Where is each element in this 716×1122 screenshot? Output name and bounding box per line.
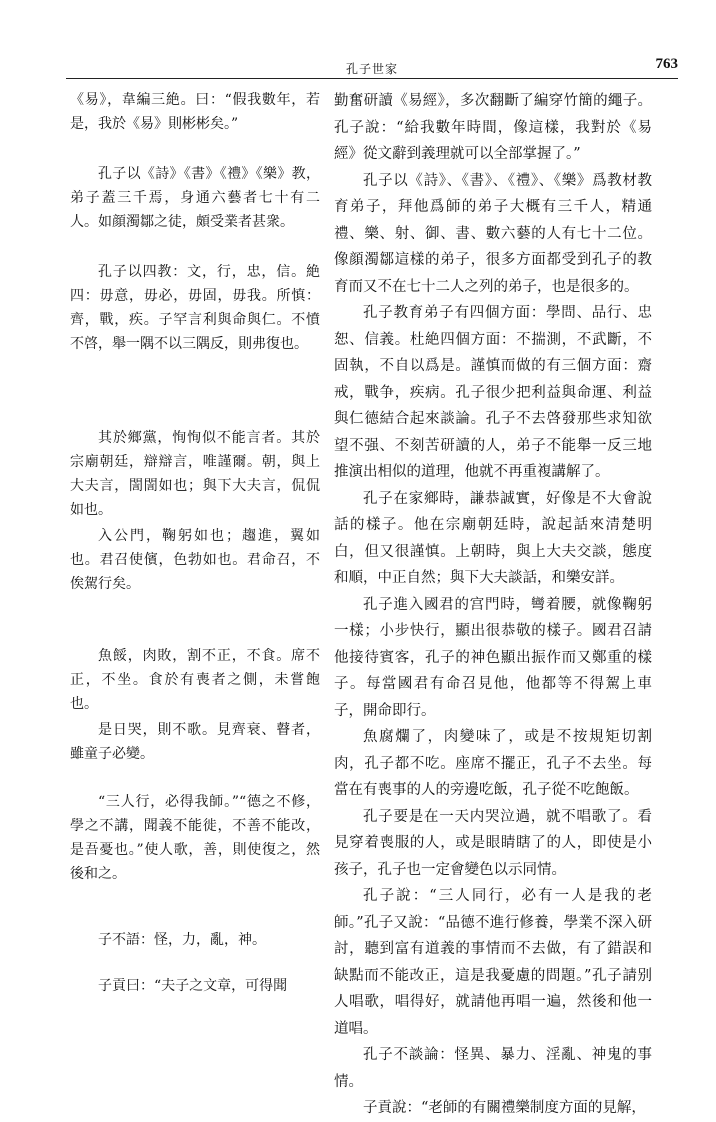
classical-paragraph: 魚餒，肉敗，割不正，不食。席不正，不坐。食於有喪者之側，未嘗飽也。 xyxy=(70,648,320,712)
classical-paragraph: 孔子以《詩》《書》《禮》《樂》教，弟子蓋三千焉，身通六藝者七十有二人。如顔濁鄒之徒，頗受業者甚衆。 xyxy=(70,166,320,230)
classical-paragraph: 子不語：怪，力，亂，神。 xyxy=(98,932,266,948)
classical-paragraph: 入公門，鞠躬如也；趨進，翼如也。君召使儐，色勃如也。君命召，不俟駕行矣。 xyxy=(70,528,320,592)
translation-paragraph: 孔子以《詩》、《書》、《禮》、《樂》爲教材教育弟子，拜他爲師的弟子大概有三千人，精通禮、樂、射、御、書、數六藝的人有七十二位。像顔濁鄒這樣的弟子，很多方面都受到孔子的教育而又不在七十二人之列的弟子，也是很多的。 xyxy=(334,172,652,295)
translation-column xyxy=(334,88,652,1122)
translation-paragraph: 孔子在家鄉時，謙恭誠實，好像是不大會說話的樣子。他在宗廟朝廷時，說起話來清楚明白，但又很謹慎。上朝時，與上大夫交談，態度和順，中正自然；與下大夫談話，和樂安詳。 xyxy=(334,490,652,586)
classical-paragraph: 是日哭，則不歌。見齊衰、瞽者，雖童子必變。 xyxy=(70,722,320,762)
classical-paragraph: 孔子以四教：文，行，忠，信。絶四：毋意，毋必，毋固，毋我。所慎：齊，戰，疾。子罕言利與命與仁。不憤不啓，舉一隅不以三隅反，則弗復也。 xyxy=(70,264,320,352)
page-number: 763 xyxy=(655,56,678,72)
classical-paragraph: “三人行，必得我師。”“德之不修，學之不講，聞義不能徙，不善不能改，是吾憂也。”使人歌，善，則使復之，然後和之。 xyxy=(70,794,320,882)
translation-paragraph: 孔子教育弟子有四個方面：學問、品行、忠恕、信義。杜絶四個方面：不揣測，不武斷，不固執，不自以爲是。謹慎而做的有三個方面：齋戒，戰争，疾病。孔子很少把利益與命運、利益與仁德結合起來談論。孔子不去啓發那些求知欲望不强、不刻苦研讀的人，弟子不能舉一反三地推演出相似的道理，他就不再重複講解了。 xyxy=(334,305,652,480)
classical-paragraph: 《易》，韋編三絶。曰：“假我數年，若是，我於《易》則彬彬矣。” xyxy=(70,92,320,132)
translation-paragraph: 魚腐爛了，肉變味了，或是不按規矩切割肉，孔子都不吃。座席不擺正，孔子不去坐。每當在有喪事的人的旁邊吃飯，孔子從不吃飽飯。 xyxy=(334,729,652,798)
translation-paragraph: 子貢說：“老師的有關禮樂制度方面的見解， xyxy=(363,1100,646,1116)
classical-paragraph: 子貢曰：“夫子之文章，可得聞 xyxy=(98,978,288,994)
translation-paragraph: 勤奮研讀《易經》，多次翻斷了編穿竹簡的繩子。孔子說：“給我數年時間，像這樣，我對於《易經》從文辭到義理就可以全部掌握了。” xyxy=(334,93,652,162)
translation-paragraph: 孔子要是在一天内哭泣過，就不唱歌了。看見穿着喪服的人，或是眼睛瞎了的人，即使是小孩子，孔子也一定會變色以示同情。 xyxy=(334,808,652,878)
translation-paragraph: 孔子進入國君的宫門時，彎着腰，就像鞠躬一樣；小步快行，顯出很恭敬的樣子。國君召請他接待賓客，孔子的神色顯出振作而又鄭重的樣子。每當國君有命召見他，他都等不得駕上車子，開命即行。 xyxy=(334,596,652,719)
classical-text-column xyxy=(70,88,320,998)
classical-paragraph: 其於鄉黨，恂恂似不能言者。其於宗廟朝廷，辯辯言，唯謹爾。朝，與上大夫言，誾誾如也；與下大夫言，侃侃如也。 xyxy=(70,430,320,518)
translation-paragraph: 孔子說：“三人同行，必有一人是我的老師。”孔子又說：“品德不進行修養，學業不深入研討，聽到富有道義的事情而不去做，有了錯誤和缺點而不能改正，這是我憂慮的問題。”孔子請别人唱歌，唱得好，就請他再唱一遍，然後和他一道唱。 xyxy=(334,888,652,1037)
page-header xyxy=(66,56,678,79)
translation-paragraph: 孔子不談論：怪異、暴力、淫亂、神鬼的事情。 xyxy=(334,1047,652,1090)
running-title: 孔子世家 xyxy=(345,62,398,76)
